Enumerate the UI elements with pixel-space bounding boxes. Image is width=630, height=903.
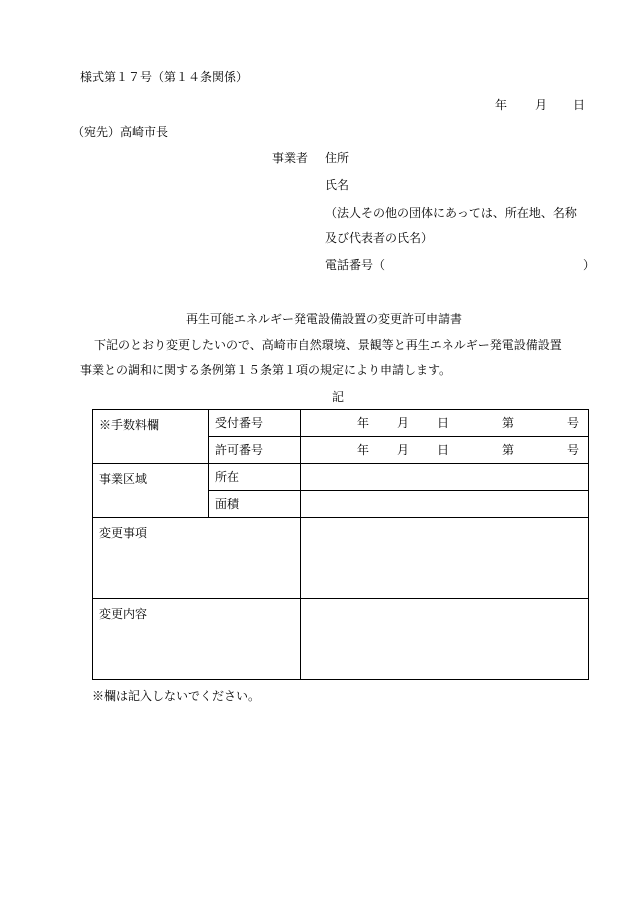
reception-day-label: 日: [437, 416, 450, 430]
permit-number-field[interactable]: [301, 437, 589, 464]
footnote: ※欄は記入しないでください。: [92, 689, 261, 703]
date-line: [0, 97, 630, 113]
reception-year-label: 年: [357, 416, 370, 430]
body-line-2: 事業との調和に関する条例第１５条第１項の規定により申請します。: [80, 363, 452, 377]
applicant-title: 事業者: [272, 151, 309, 165]
fee-column-label: ※手数料欄: [93, 410, 209, 464]
form-number: 様式第１７号（第１４条関係）: [80, 70, 249, 84]
permit-day-label: 日: [437, 443, 450, 457]
reception-month-label: 月: [397, 416, 410, 430]
reception-go-label: 号: [567, 416, 580, 430]
permit-year-label: 年: [357, 443, 370, 457]
permit-number-label: 許可番号: [209, 437, 301, 464]
change-items-field[interactable]: [301, 518, 589, 599]
location-label: 所在: [209, 464, 301, 491]
permit-dai-label: 第: [502, 443, 515, 457]
table-row: [93, 410, 589, 437]
body-line-1: 下記のとおり変更したいので、高崎市自然環境、景観等と再生エネルギー発電設備設置: [94, 338, 562, 352]
addressee: （宛先）高崎市長: [72, 125, 169, 139]
table-row: [93, 518, 589, 599]
change-content-label: 変更内容: [93, 599, 301, 680]
date-day-label: 日: [573, 98, 586, 112]
corp-note-line2: 及び代表者の氏名）: [325, 231, 434, 245]
date-month-label: 月: [535, 98, 548, 112]
size-label: 面積: [209, 491, 301, 518]
name-label: 氏名: [325, 178, 350, 192]
area-label: 事業区域: [93, 464, 209, 518]
application-table: [92, 409, 589, 680]
document-title: 再生可能エネルギー発電設備設置の変更許可申請書: [186, 312, 463, 326]
table-row: [93, 599, 589, 680]
date-year-label: 年: [495, 98, 508, 112]
change-content-field[interactable]: [301, 599, 589, 680]
change-items-label: 変更事項: [93, 518, 301, 599]
table-row: [93, 464, 589, 491]
ki-label: 記: [332, 390, 345, 404]
reception-number-label: 受付番号: [209, 410, 301, 437]
address-label: 住所: [325, 151, 350, 165]
reception-dai-label: 第: [502, 416, 515, 430]
reception-number-field[interactable]: [301, 410, 589, 437]
permit-go-label: 号: [567, 443, 580, 457]
phone-close-paren: ）: [583, 258, 596, 272]
size-field[interactable]: [301, 491, 589, 518]
location-field[interactable]: [301, 464, 589, 491]
phone-label: 電話番号（: [325, 258, 386, 272]
permit-month-label: 月: [397, 443, 410, 457]
corp-note-line1: （法人その他の団体にあっては、所在地、名称: [325, 206, 577, 220]
